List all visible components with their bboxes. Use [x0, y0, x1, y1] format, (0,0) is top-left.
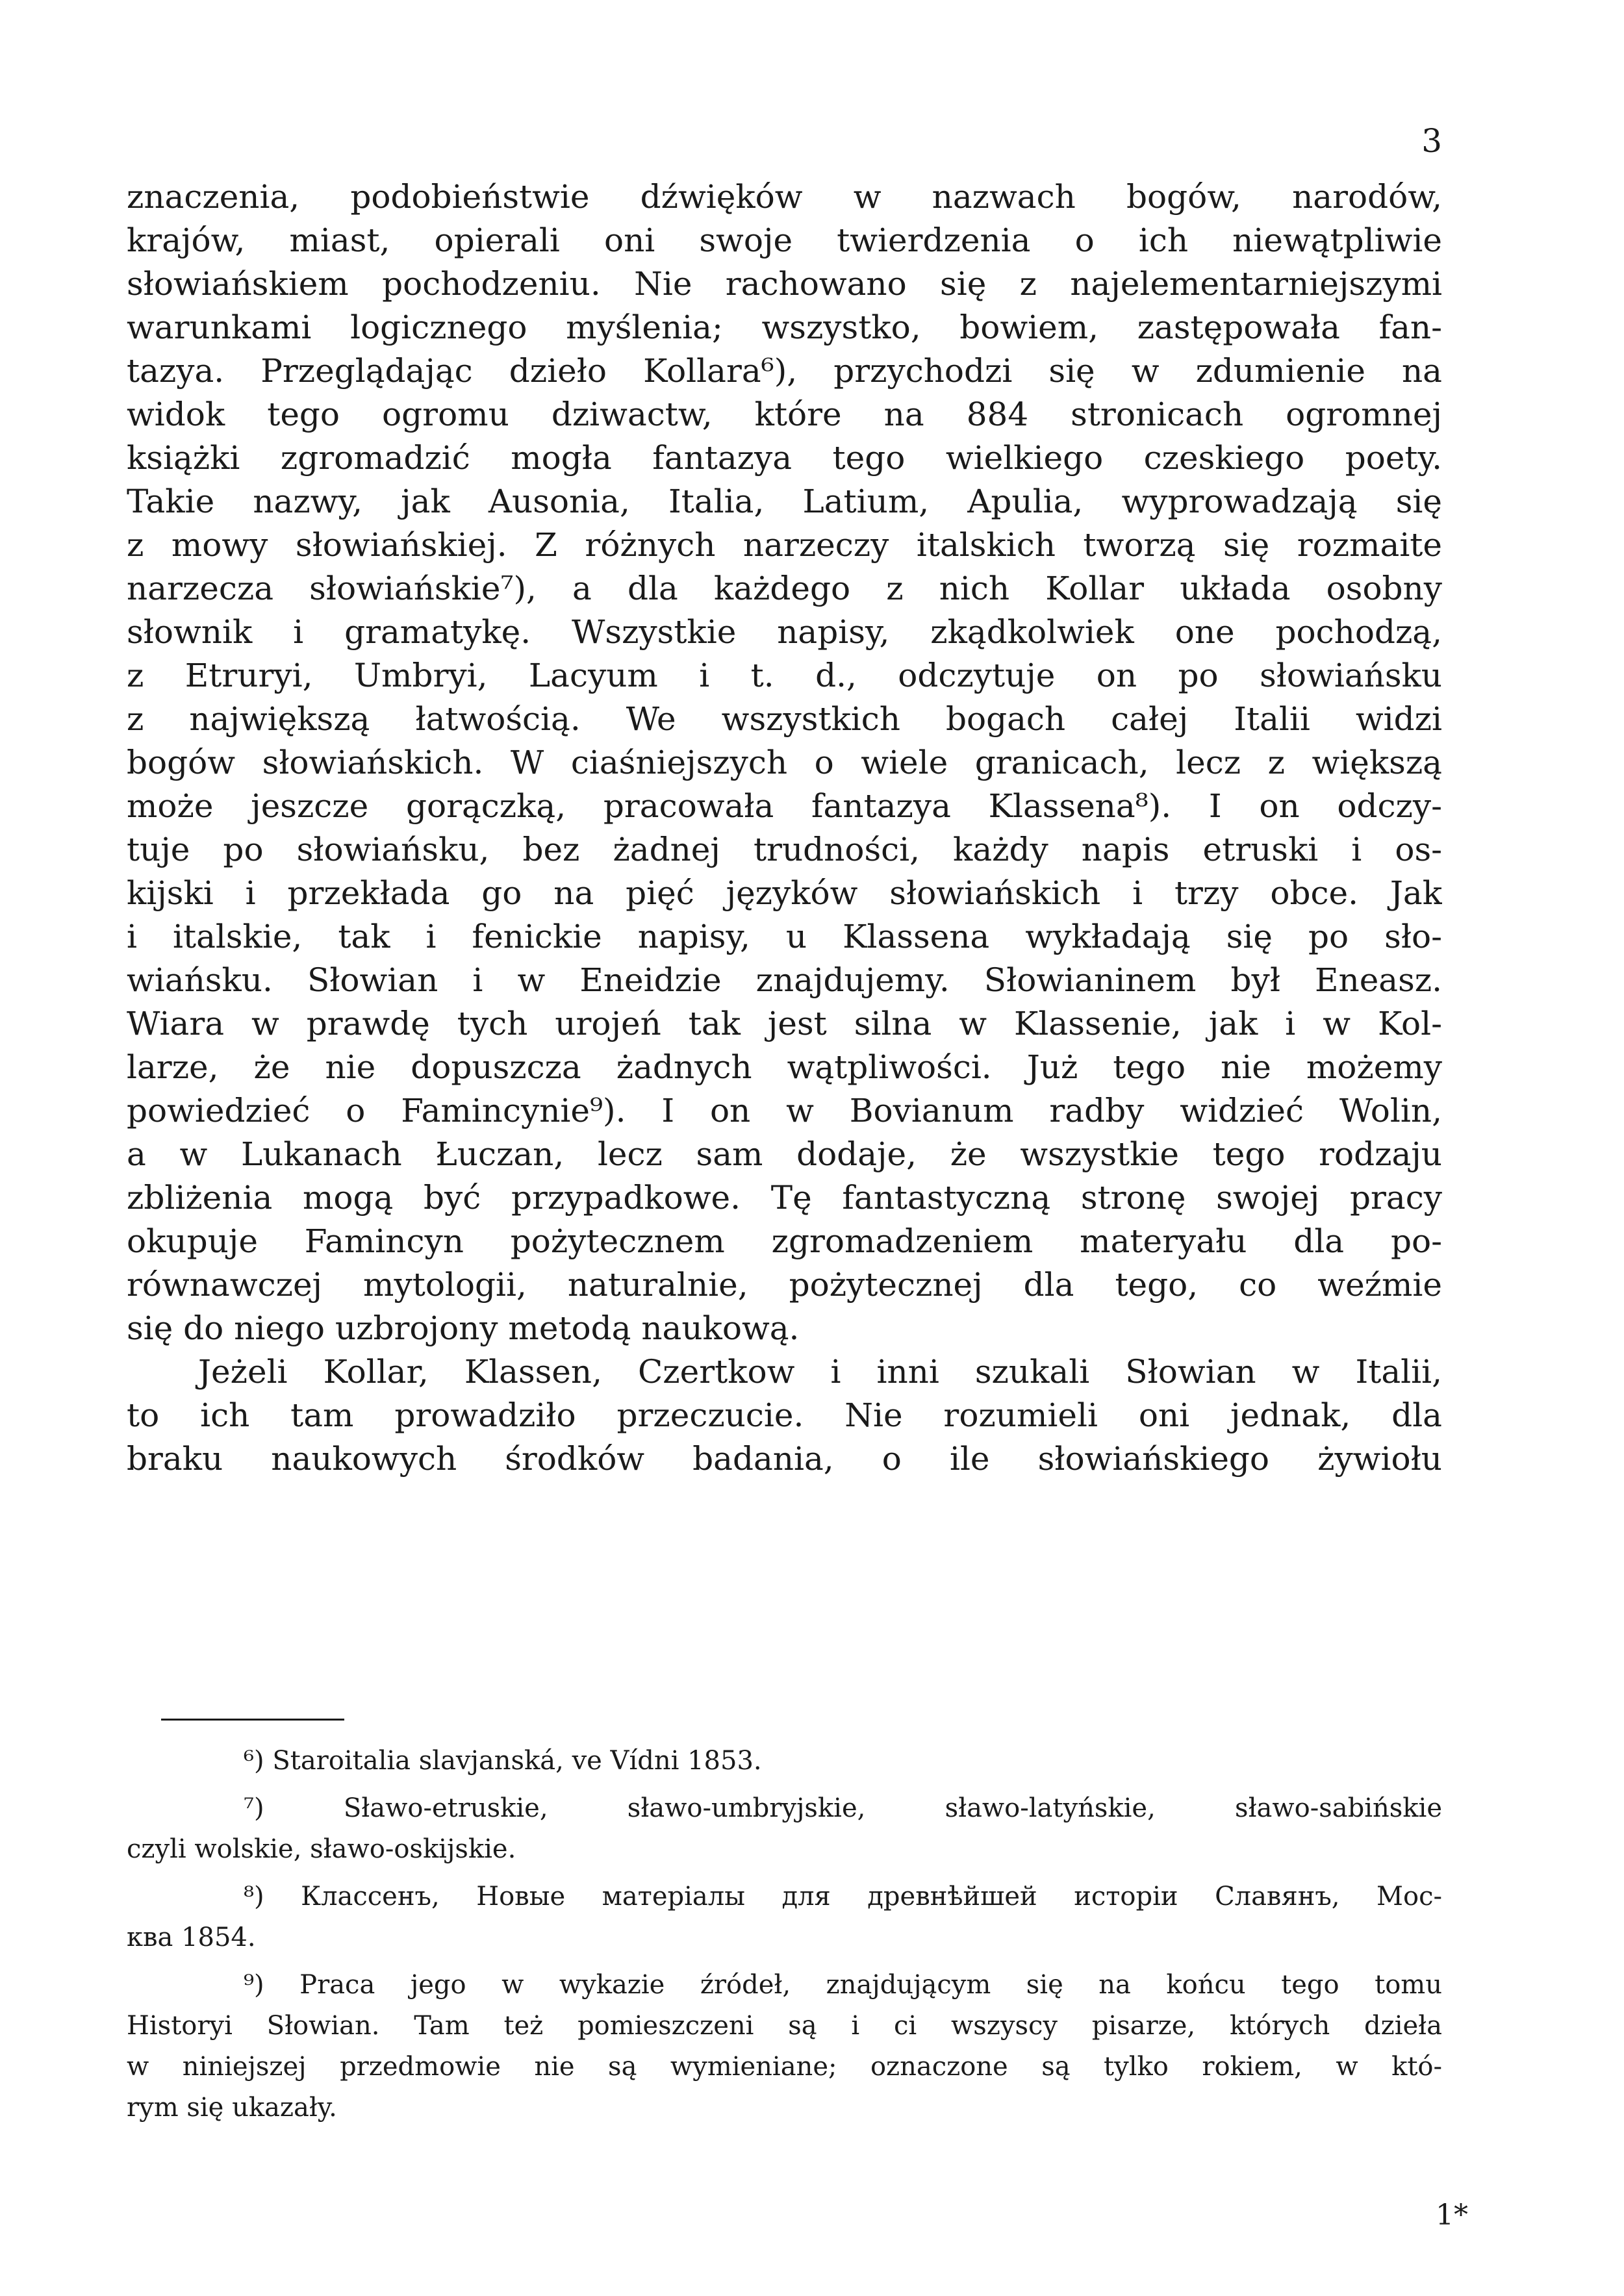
text-line: książki zgromadzić mogła fantazya tego wielkiego czeskiego poety.	[127, 439, 1442, 477]
footnote-line: ква 1854.	[127, 1923, 256, 1952]
footnote-line: rym się ukazały.	[127, 2093, 337, 2123]
text-line: z mowy słowiańskiej. Z różnych narzeczy italskich tworzą się rozmaite	[127, 526, 1442, 564]
footnote-separator	[161, 1719, 344, 1721]
footnotes	[127, 1741, 1442, 2128]
text-line: równawczej mytologii, naturalnie, pożytecznej dla tego, co weźmie	[127, 1266, 1442, 1304]
page-number: 3	[1421, 122, 1442, 160]
footnote-line: ⁶) Staroitalia slavjanská, ve Vídni 1853.	[244, 1746, 762, 1776]
text-line: a w Lukanach Łuczan, lecz sam dodaje, że wszystkie tego rodzaju	[127, 1135, 1442, 1173]
footnote-line: w niniejszej przedmowie nie są wymieniane; oznaczone są tylko rokiem, w któ-	[127, 2052, 1442, 2082]
text-line: warunkami logicznego myślenia; wszystko, bowiem, zastępowała fan-	[127, 309, 1442, 346]
text-line: słowiańskiem pochodzeniu. Nie rachowano się z najelementarniejszymi	[127, 265, 1442, 303]
text-line: znaczenia, podobieństwie dźwięków w nazwach bogów, narodów,	[127, 178, 1442, 216]
footnote-line: ⁹) Praca jego w wykazie źródeł, znajdującym się na końcu tego tomu	[244, 1970, 1442, 2000]
text-line: widok tego ogromu dziwactw, które na 884 stronicach ogromnej	[127, 396, 1442, 433]
text-line: wiańsku. Słowian i w Eneidzie znajdujemy. Słowianinem był Eneasz.	[127, 961, 1442, 999]
text-line: krajów, miast, opierali oni swoje twierdzenia o ich niewątpliwie	[127, 221, 1442, 259]
footnote-line: ⁸) Классенъ, Новые матеріалы для древнѣйшей исторіи Славянъ, Мос-	[244, 1882, 1442, 1911]
text-line: i italskie, tak i fenickie napisy, u Klassena wykładają się po sło-	[127, 918, 1442, 955]
text-line: Takie nazwy, jak Ausonia, Italia, Latium, Apulia, wyprowadzają się	[127, 483, 1442, 520]
text-line: zbliżenia mogą być przypadkowe. Tę fantastyczną stronę swojej pracy	[127, 1179, 1442, 1217]
text-line: z największą łatwością. We wszystkich bogach całej Italii widzi	[127, 700, 1442, 738]
footnote-line: czyli wolskie, sławo-oskijskie.	[127, 1834, 516, 1864]
text-line: to ich tam prowadziło przeczucie. Nie rozumieli oni jednak, dla	[127, 1396, 1442, 1434]
text-line: braku naukowych środków badania, o ile słowiańskiego żywiołu	[127, 1440, 1442, 1478]
text-line: może jeszcze gorączką, pracowała fantazya Klassena⁸). I on odczy-	[127, 787, 1442, 825]
text-line: Wiara w prawdę tych urojeń tak jest silna w Klassenie, jak i w Kol-	[127, 1005, 1442, 1042]
footnote-line: ⁷) Sławo-etruskie, sławo-umbryjskie, sławo-latyńskie, sławo-sabińskie	[244, 1793, 1442, 1823]
text-line: Jeżeli Kollar, Klassen, Czertkow i inni szukali Słowian w Italii,	[198, 1353, 1442, 1391]
text-line: z Etruryi, Umbryi, Lacyum i t. d., odczytuje on po słowiańsku	[127, 657, 1442, 694]
footnote-line: Historyi Słowian. Tam też pomieszczeni są i ci wszyscy pisarze, których dzieła	[127, 2011, 1442, 2041]
text-line: tazya. Przeglądając dzieło Kollara⁶), przychodzi się w zdumienie na	[127, 352, 1442, 390]
body-text	[127, 175, 1442, 1481]
text-line: larze, że nie dopuszcza żadnych wątpliwości. Już tego nie możemy	[127, 1048, 1442, 1086]
text-line: słownik i gramatykę. Wszystkie napisy, zkądkolwiek one pochodzą,	[127, 613, 1442, 651]
text-line: bogów słowiańskich. W ciaśniejszych o wiele granicach, lecz z większą	[127, 744, 1442, 781]
text-line: powiedzieć o Famincynie⁹). I on w Bovianum radby widzieć Wolin,	[127, 1092, 1442, 1129]
text-line: okupuje Famincyn pożytecznem zgromadzeniem materyału dla po-	[127, 1222, 1442, 1260]
text-line: tuje po słowiańsku, bez żadnej trudności, każdy napis etruski i os-	[127, 831, 1442, 868]
text-line: się do niego uzbrojony metodą naukową.	[127, 1309, 800, 1347]
text-line: narzecza słowiańskie⁷), a dla każdego z nich Kollar układa osobny	[127, 570, 1442, 607]
text-line: kijski i przekłada go na pięć języków słowiańskich i trzy obce. Jak	[127, 874, 1442, 912]
signature-mark: 1*	[1436, 2199, 1468, 2232]
